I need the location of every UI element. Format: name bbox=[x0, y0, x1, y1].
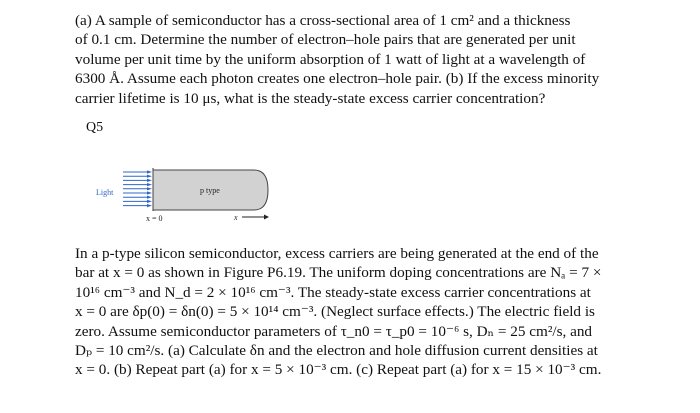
problem-b-line: bar at x = 0 as shown in Figure P6.19. The uniform doping concentrations are Nₐ = 7 × bbox=[75, 264, 602, 282]
problem-b-line: zero. Assume semiconductor parameters of τ_n0 = τ_p0 = 10⁻⁶ s, Dₙ = 25 cm²/s, and bbox=[75, 322, 593, 340]
light-ray-head bbox=[147, 191, 152, 194]
figure-p6-19 bbox=[96, 168, 296, 230]
problem-a-line: 6300 Å. Assume each photon creates one electron–hole pair. (b) If the excess minority bbox=[75, 70, 600, 88]
problem-a-line: of 0.1 cm. Determine the number of electron–hole pairs that are generated per unit bbox=[75, 31, 576, 49]
problem-a-line: volume per unit time by the uniform absorption of 1 watt of light at a wavelength of bbox=[75, 50, 586, 68]
problem-a-text bbox=[75, 11, 675, 108]
problem-b-line: 10¹⁶ cm⁻³ and N_d = 2 × 10¹⁶ cm⁻³. The steady-state excess carrier concentrations at bbox=[75, 283, 591, 301]
x-axis-arrowhead bbox=[264, 215, 269, 220]
light-ray-head bbox=[147, 175, 152, 178]
problem-a-line: (a) A sample of semiconductor has a cross-sectional area of 1 cm² and a thickness bbox=[75, 12, 571, 29]
light-ray-head bbox=[147, 170, 152, 173]
problem-b-line: In a p-type silicon semiconductor, excess carriers are being generated at the end of the bbox=[75, 245, 599, 262]
light-label: Light bbox=[96, 188, 114, 197]
problem-a-line: carrier lifetime is 10 μs, what is the steady-state excess carrier concentration? bbox=[75, 89, 546, 107]
x-axis-label: x bbox=[234, 213, 238, 222]
problem-b-line: x = 0. (b) Repeat part (a) for x = 5 × 10⁻³ cm. (c) Repeat part (a) for x = 15 × 10⁻³ cm. bbox=[75, 361, 602, 379]
light-ray-head bbox=[147, 179, 152, 182]
region-label: p type bbox=[200, 186, 220, 195]
light-ray-head bbox=[147, 200, 152, 203]
light-ray-head bbox=[147, 183, 152, 186]
light-ray-head bbox=[147, 196, 152, 199]
light-ray-head bbox=[147, 187, 152, 190]
question-label: Q5 bbox=[86, 120, 104, 135]
problem-b-line: x = 0 are δp(0) = δn(0) = 5 × 10¹⁴ cm⁻³. (Neglect surface effects.) The electric field is bbox=[75, 303, 595, 321]
x0-label: x = 0 bbox=[146, 214, 163, 223]
problem-b-text bbox=[75, 244, 675, 380]
light-arrows-icon bbox=[123, 170, 152, 207]
light-ray-head bbox=[147, 204, 152, 207]
problem-b-line: Dₚ = 10 cm²/s. (a) Calculate δn and the electron and hole diffusion current densities at bbox=[75, 342, 598, 360]
